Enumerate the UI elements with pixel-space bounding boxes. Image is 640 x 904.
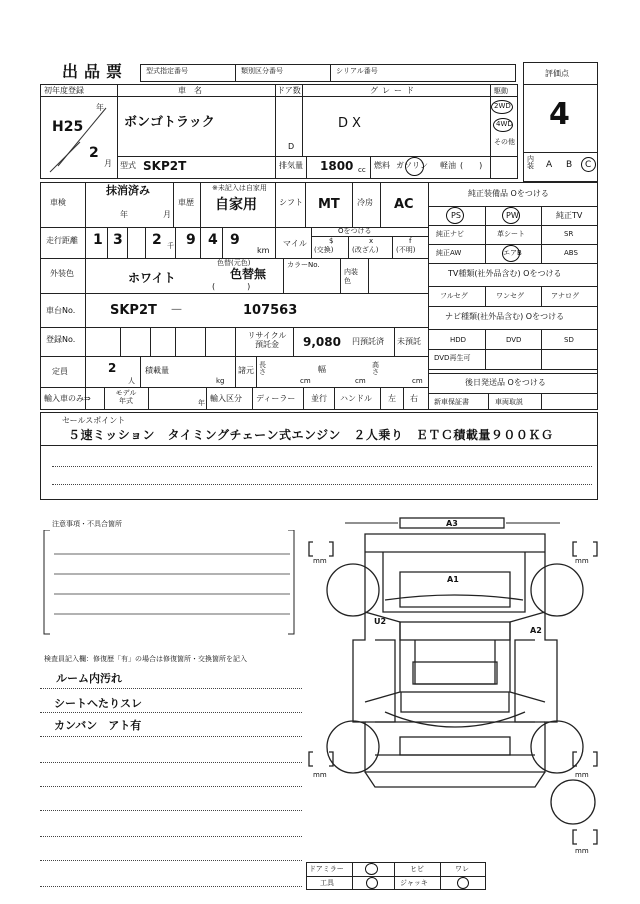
mileage-digit-3: 2: [152, 232, 162, 248]
note-line-3: カンバン アト有: [54, 719, 142, 732]
first-reg-year: H25: [52, 119, 84, 135]
ac-value: AC: [394, 197, 414, 212]
model-value: SKP2T: [143, 159, 187, 173]
repaint-value: 色替無: [230, 267, 267, 281]
inspector-label: 検査員記入欄：修復歴「有」の場合は修復箇所・交換箇所を記入: [44, 655, 247, 663]
chassis-prefix: SKP2T: [110, 303, 157, 318]
diagram-mark-a2: A2: [530, 626, 542, 635]
diagram-mark-u2: U2: [374, 617, 387, 626]
diagram-mark-a1: A1: [447, 575, 459, 584]
type-cert-label: 型式指定番号: [146, 67, 188, 75]
drive-2wd-circle: [491, 100, 513, 114]
equip-ps: PS: [451, 211, 461, 220]
equip-airbag: エアB: [503, 249, 522, 257]
displacement-value: 1800: [320, 159, 354, 173]
mileage-digit-6: 9: [230, 232, 240, 248]
header-info-box: [140, 64, 516, 82]
caution-label: 注意事項・不具合箇所: [52, 520, 122, 528]
mileage-digit-4: 9: [186, 232, 196, 248]
note-line-2: シートヘたりスレ: [54, 697, 142, 710]
interior-c-circle: [581, 157, 596, 172]
serial-label: シリアル番号: [336, 67, 378, 75]
rating-value: 4: [549, 97, 570, 132]
car-name-value: ボンゴトラック: [124, 115, 215, 130]
grade-value: DX: [338, 116, 365, 131]
recycle-value: 9,080: [303, 335, 341, 349]
exterior-color-value: ホワイト: [128, 271, 176, 285]
car-name-label: 車 名: [178, 86, 202, 95]
note-line-1: ルーム内汚れ: [56, 672, 122, 685]
tools-circle: [366, 877, 378, 889]
inspection-value: 抹消済み: [106, 184, 150, 197]
equip-airbag-circle: [502, 245, 520, 262]
history-value: 自家用: [215, 197, 257, 213]
grade-label: グレード: [370, 86, 418, 95]
jack-circle: [457, 877, 469, 889]
shift-value: MT: [318, 197, 340, 212]
document-title: 出品票: [62, 62, 129, 81]
reg-slash: [40, 96, 117, 179]
first-reg-label: 初年度登録: [44, 86, 84, 95]
sales-point-box: [40, 412, 598, 500]
door-mirror-circle: [365, 863, 378, 875]
equip-pw-circle: [502, 207, 520, 224]
interior-c: C: [585, 160, 592, 170]
fuel-gasoline-circle: [405, 157, 424, 176]
category-label: 類別区分番号: [241, 67, 283, 75]
chassis-number: 107563: [243, 303, 298, 318]
fuel-gasoline: ガソリン: [396, 161, 428, 170]
diagram-mark-a3: A3: [446, 519, 458, 528]
drive-2wd: 2WD: [494, 102, 511, 110]
sales-point-text: ５速ミッション タイミングチェーン式エンジン ２人乗り ＥＴＣ積載量９００ＫＧ: [68, 428, 554, 442]
mileage-digit-1: 1: [93, 232, 103, 248]
doors-label: ドア数: [277, 86, 301, 95]
mileage-digit-5: 4: [208, 232, 218, 248]
equip-pw: PW: [506, 211, 519, 220]
caution-box: [40, 530, 305, 640]
equip-ps-circle: [446, 207, 464, 224]
rating-label: 評価点: [545, 69, 569, 78]
equipment-title: 純正装備品 Oをつける: [468, 189, 549, 198]
capacity-value: 2: [108, 361, 117, 375]
mileage-digit-2: 3: [113, 232, 123, 248]
car-diagram: [305, 512, 605, 864]
first-reg-month: 2: [89, 145, 99, 161]
